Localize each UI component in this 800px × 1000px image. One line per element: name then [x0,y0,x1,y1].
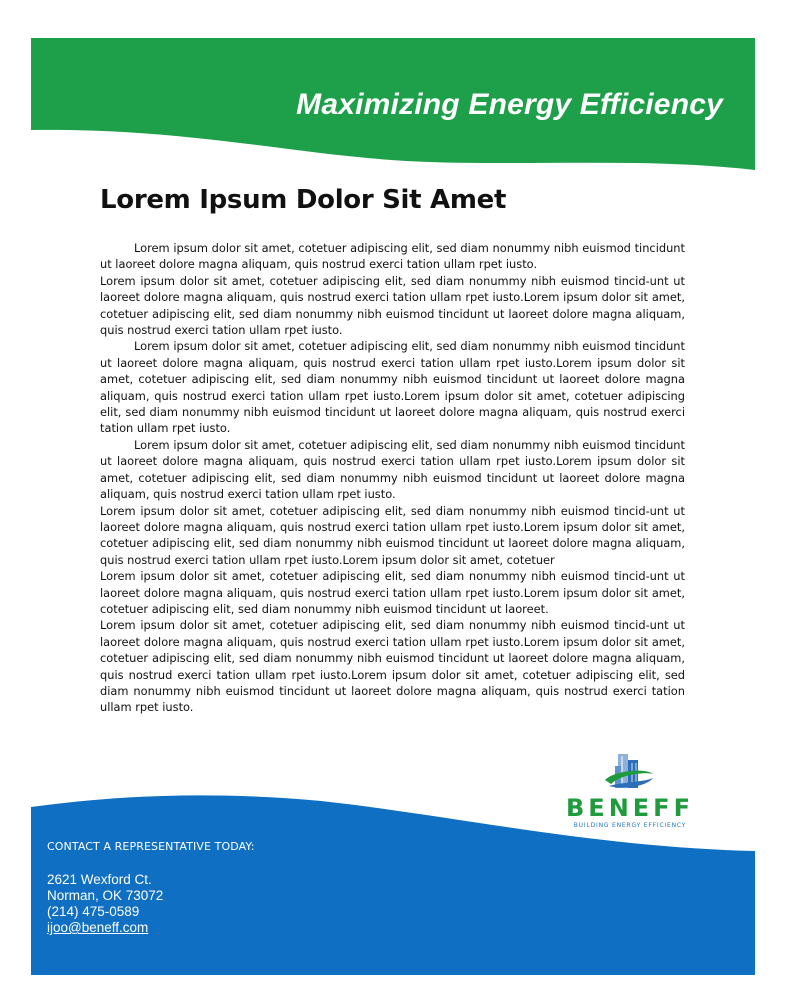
paragraph: Lorem ipsum dolor sit amet, cotetuer adipiscing elit, sed diam nonummy nibh euismod tincid-unt ut laoreet dolore magna aliquam, quis nostrud exerci tation ullam rpet iusto.Lorem ipsum dolor sit amet, cotetuer adipiscing elit, sed diam nonummy nibh euismod tincidunt ut laoreet. [100,569,685,616]
email-link[interactable]: ijoo@beneff.com [47,920,149,935]
paragraph: Lorem ipsum dolor sit amet, cotetuer adipiscing elit, sed diam nonummy nibh euismod tincidunt ut laoreet dolore magna aliquam, quis nostrud exerci tation ullam rpet iusto.Lorem ipsum dolor sit amet, cotetuer adipiscing elit, sed diam nonummy nibh euismod tincidunt ut laoreet dolore magna aliquam, quis nostrud exerci tation ullam rpet iusto.Lorem ipsum dolor sit amet, cotetuer adipiscing elit, sed diam nonummy nibh euismod tincidunt ut laoreet dolore magna aliquam, quis nostrud exerci tation ullam rpet iusto. [100,339,685,436]
paragraph: Lorem ipsum dolor sit amet, cotetuer adipiscing elit, sed diam nonummy nibh euismod tincidunt ut laoreet dolore magna aliquam, quis nostrud exerci tation ullam rpet iusto.Lorem ipsum dolor sit amet, cotetuer adipiscing elit, sed diam nonummy nibh euismod tincidunt ut laoreet dolore magna aliquam, quis nostrud exerci tation ullam rpet iusto. [100,437,685,502]
contact-heading: CONTACT A REPRESENTATIVE TODAY: [47,840,255,853]
header-title: Maximizing Energy Efficiency [296,88,723,121]
paragraph: Lorem ipsum dolor sit amet, cotetuer adipiscing elit, sed diam nonummy nibh euismod tincid-unt ut laoreet dolore magna aliquam, quis nostrud exerci tation ullam rpet iusto.Lorem ipsum dolor sit amet, cotetuer adipiscing elit, sed diam nonummy nibh euismod tincidunt ut laoreet dolore magna aliquam, quis nostrud exerci tation ullam rpet iusto.Lorem ipsum dolor sit amet, cotetuer adipiscing elit, sed diam nonummy nibh euismod tincidunt ut laoreet dolore magna aliquam, quis nostrud exerci tation ullam rpet iusto. [100,618,685,715]
paragraph: Lorem ipsum dolor sit amet, cotetuer adipiscing elit, sed diam nonummy nibh euismod tincidunt ut laoreet dolore magna aliquam, quis nostrud exerci tation ullam rpet iusto. [100,241,685,272]
logo-wordmark: BENEFF [566,794,694,822]
body-text [100,240,685,716]
header-band [31,38,755,178]
address-line-1: 2621 Wexford Ct. [47,872,152,887]
phone-number: (214) 475-0589 [47,904,140,919]
address-line-2: Norman, OK 73072 [47,888,164,903]
paragraph: Lorem ipsum dolor sit amet, cotetuer adipiscing elit, sed diam nonummy nibh euismod tincid-unt ut laoreet dolore magna aliquam, quis nostrud exerci tation ullam rpet iusto.Lorem ipsum dolor sit amet, cotetuer adipiscing elit, sed diam nonummy nibh euismod tincidunt ut laoreet dolore magna aliquam, quis nostrud exerci tation ullam rpet iusto. [100,273,685,338]
logo-tagline: BUILDING ENERGY EFFICIENCY [573,822,687,829]
building-swoosh-icon [555,748,705,798]
paragraph: Lorem ipsum dolor sit amet, cotetuer adipiscing elit, sed diam nonummy nibh euismod tincid-unt ut laoreet dolore magna aliquam, quis nostrud exerci tation ullam rpet iusto.Lorem ipsum dolor sit amet, cotetuer adipiscing elit, sed diam nonummy nibh euismod tincidunt ut laoreet dolore magna aliquam, quis nostrud exerci tation ullam rpet iusto.Lorem ipsum dolor sit amet, cotetuer [100,503,685,567]
document-heading: Lorem Ipsum Dolor Sit Amet [100,185,507,215]
contact-address [47,872,163,936]
beneff-logo [555,748,705,832]
